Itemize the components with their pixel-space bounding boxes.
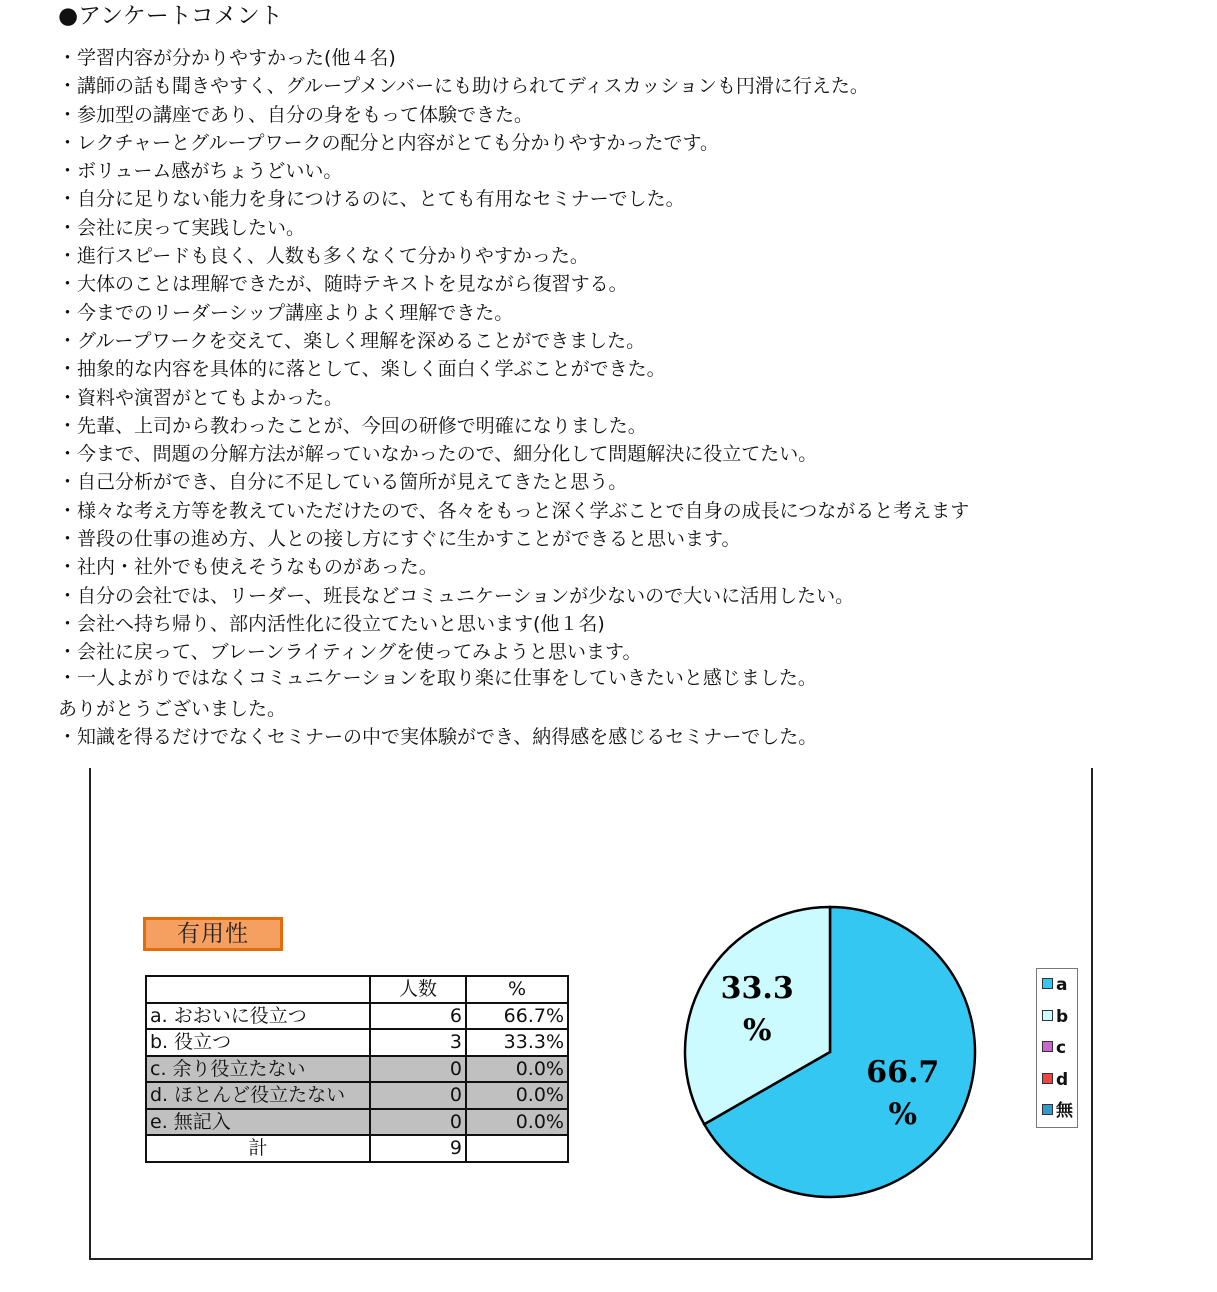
row-pct: 66.7% bbox=[466, 1003, 568, 1030]
legend-label: a bbox=[1056, 975, 1068, 995]
pie-data-label-a: 66.7 % bbox=[866, 1055, 940, 1133]
pie-data-label-b: 33.3 % bbox=[720, 970, 794, 1048]
comment-item: ・今までのリーダーシップ講座よりよく理解できた。 bbox=[58, 301, 514, 324]
usefulness-label: 有用性 bbox=[143, 917, 283, 951]
row-label: d. ほとんど役立たない bbox=[146, 1082, 370, 1109]
comment-item: ・自分の会社では、リーダー、班長などコミュニケーションが少ないので大いに活用したい。 bbox=[58, 584, 855, 607]
table-row bbox=[146, 1056, 568, 1083]
comment-item: ・参加型の講座であり、自分の身をもって体験できた。 bbox=[58, 103, 534, 126]
total-count: 9 bbox=[370, 1135, 466, 1162]
section-heading: ●アンケートコメント bbox=[58, 3, 283, 29]
row-pct: 0.0% bbox=[466, 1109, 568, 1136]
legend-swatch bbox=[1042, 1010, 1053, 1021]
comment-item: ・大体のことは理解できたが、随時テキストを見ながら復習する。 bbox=[58, 273, 628, 296]
comment-item: ・知識を得るだけでなくセミナーの中で実体験ができ、納得感を感じるセミナーでした。 bbox=[58, 725, 818, 748]
comment-item: ・講師の話も聞きやすく、グループメンバーにも助けられてディスカッションも円滑に行えた。 bbox=[58, 75, 869, 98]
table-row bbox=[146, 1082, 568, 1109]
table-total-row bbox=[146, 1135, 568, 1162]
comment-item: ・自己分析ができ、自分に不足している箇所が見えてきたと思う。 bbox=[58, 471, 628, 494]
table-header-count: 人数 bbox=[370, 976, 466, 1003]
chart-legend bbox=[1036, 968, 1078, 1128]
comment-item: ・会社に戻って、ブレーンライティングを使ってみようと思います。 bbox=[58, 641, 642, 664]
legend-label: d bbox=[1056, 1069, 1069, 1090]
table-row bbox=[146, 1029, 568, 1056]
comment-item: ・ボリューム感がちょうどいい。 bbox=[58, 160, 343, 183]
legend-item-c bbox=[1042, 1038, 1066, 1058]
comment-item: ・会社に戻って実践したい。 bbox=[58, 216, 306, 239]
row-count: 0 bbox=[370, 1056, 466, 1083]
comment-item: ・会社へ持ち帰り、部内活性化に役立てたいと思います(他１名) bbox=[58, 612, 605, 635]
table-header-blank bbox=[146, 976, 370, 1003]
comment-item: ・進行スピードも良く、人数も多くなくて分かりやすかった。 bbox=[58, 245, 589, 268]
comment-item: ・資料や演習がとてもよかった。 bbox=[58, 386, 344, 409]
comment-item: ・抽象的な内容を具体的に落として、楽しく面白く学ぶことができた。 bbox=[58, 358, 666, 381]
table-row bbox=[146, 1109, 568, 1136]
comment-item: ・普段の仕事の進め方、人との接し方にすぐに生かすことができると思います。 bbox=[58, 528, 741, 551]
row-label: a. おおいに役立つ bbox=[146, 1003, 370, 1030]
legend-item-b bbox=[1042, 1007, 1068, 1027]
total-label: 計 bbox=[146, 1135, 370, 1162]
row-label: b. 役立つ bbox=[146, 1029, 370, 1056]
comment-item: ・一人よがりではなくコミュニケーションを取り楽に仕事をしていきたいと感じました。 bbox=[58, 666, 817, 689]
comment-item: ・先輩、上司から教わったことが、今回の研修で明確になりました。 bbox=[58, 414, 647, 437]
comment-item: ・グループワークを交えて、楽しく理解を深めることができました。 bbox=[58, 329, 646, 352]
row-pct: 0.0% bbox=[466, 1056, 568, 1083]
legend-label: 無 bbox=[1056, 1101, 1073, 1121]
legend-swatch bbox=[1042, 1104, 1053, 1115]
legend-label: c bbox=[1056, 1038, 1067, 1058]
legend-item-無 bbox=[1042, 1101, 1073, 1121]
legend-item-d bbox=[1042, 1070, 1068, 1090]
comment-item: ・自分に足りない能力を身につけるのに、とても有用なセミナーでした。 bbox=[58, 188, 685, 211]
row-pct: 33.3% bbox=[466, 1029, 568, 1056]
comment-item: ありがとうございました。 bbox=[58, 697, 287, 720]
comment-list bbox=[58, 44, 1178, 751]
row-count: 0 bbox=[370, 1109, 466, 1136]
usefulness-pie-chart bbox=[680, 904, 980, 1204]
legend-label: b bbox=[1056, 1006, 1069, 1027]
comment-item: ・学習内容が分かりやすかった(他４名) bbox=[58, 47, 396, 69]
row-pct: 0.0% bbox=[466, 1082, 568, 1109]
legend-swatch bbox=[1042, 978, 1053, 989]
comment-item: ・レクチャーとグループワークの配分と内容がとても分かりやすかったです。 bbox=[58, 131, 720, 154]
legend-swatch bbox=[1042, 1041, 1053, 1052]
row-label: c. 余り役立たない bbox=[146, 1056, 370, 1083]
usefulness-table bbox=[145, 975, 569, 1163]
table-header-row bbox=[146, 976, 568, 1003]
row-count: 3 bbox=[370, 1029, 466, 1056]
comment-item: ・今まで、問題の分解方法が解っていなかったので、細分化して問題解決に役立てたい。 bbox=[58, 443, 818, 466]
row-count: 6 bbox=[370, 1003, 466, 1030]
total-pct bbox=[466, 1135, 568, 1162]
legend-swatch bbox=[1042, 1073, 1053, 1084]
legend-item-a bbox=[1042, 975, 1067, 995]
comment-item: ・様々な考え方等を教えていただけたので、各々をもっと深く学ぶことで自身の成長につながると考えます bbox=[58, 499, 970, 522]
row-label: e. 無記入 bbox=[146, 1109, 370, 1136]
comment-item: ・社内・社外でも使えそうなものがあった。 bbox=[58, 556, 438, 579]
row-count: 0 bbox=[370, 1082, 466, 1109]
table-header-pct: % bbox=[466, 976, 568, 1003]
table-row bbox=[146, 1003, 568, 1030]
